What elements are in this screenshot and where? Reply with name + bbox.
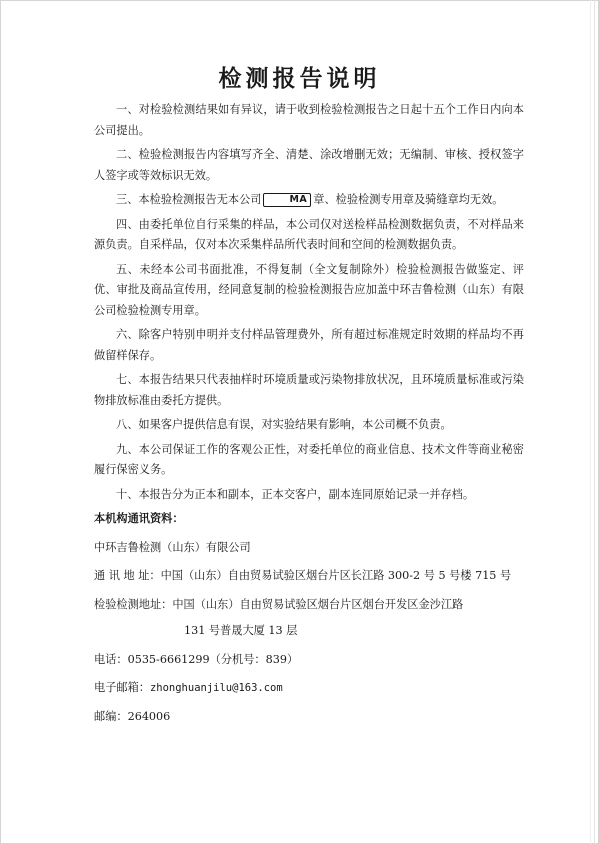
postcode-label: 邮编：	[94, 709, 128, 723]
mailing-address-value: 中国（山东）自由贸易试验区烟台片区长江路 300-2 号 5 号楼 715 号	[160, 569, 512, 582]
company-name: 中环吉鲁检测（山东）有限公司	[94, 540, 251, 554]
postcode-value: 264006	[127, 709, 171, 723]
document-title: 检测报告说明	[218, 66, 381, 92]
paragraph-3-text-before: 三、本检验检测报告无本公司	[116, 193, 262, 206]
paragraph-9: 九、本公司保证工作的客观公正性，对委托单位的商业信息、技术文件等商业秘密履行保密义务。	[94, 442, 524, 476]
paragraph-7: 七、本报告结果只代表抽样时环境质量或污染物排放状况，且环境质量标准或污染物排放标准由委托方提供。	[94, 373, 524, 407]
email-value: zhonghuanjilu@163.com	[149, 682, 283, 694]
phone-value: 0535-6661299（分机号：839）	[127, 652, 299, 666]
cma-stamp-icon: MA	[263, 193, 311, 207]
phone-label: 电话：	[94, 652, 128, 666]
contact-heading: 本机构通讯资料：	[94, 512, 184, 525]
phone	[94, 650, 524, 671]
paragraph-2: 二、检验检测报告内容填写齐全、清楚、涂改增删无效；无编制、审核、授权签字人签字或等效标识无效。	[94, 148, 524, 182]
lab-address-line2: 131 号普晟大厦 13 层	[184, 624, 298, 637]
paragraph-1: 一、对检验检测结果如有异议，请于收到检验检测报告之日起十五个工作日内向本公司提出。	[94, 103, 524, 137]
lab-address-label: 检验检测地址：	[94, 597, 173, 611]
mailing-address	[94, 566, 524, 587]
email-label: 电子邮箱：	[94, 681, 150, 694]
paragraph-5: 五、未经本公司书面批准，不得复制（全文复制除外）检验检测报告做鉴定、评优、审批及商品宣传用，经同意复制的检验检测报告应加盖中环吉鲁检测（山东）有限公司检验检测专用章。	[94, 262, 524, 317]
email	[94, 678, 524, 699]
paragraph-10: 十、本报告分为正本和副本，正本交客户，副本连同原始记录一并存档。	[116, 487, 475, 501]
paragraph-3-text-after: 章、检验检测专用章及骑缝章均无效。	[313, 193, 504, 206]
mailing-address-label: 通 讯 地 址：	[94, 569, 161, 582]
paragraph-3	[94, 190, 524, 211]
paragraph-4: 四、由委托单位自行采集的样品，本公司仅对送检样品检测数据负责，不对样品来源负责。自采样品，仅对本次采集样品所代表时间和空间的检测数据负责。	[94, 217, 524, 251]
paragraph-8: 八、如果客户提供信息有误，对实验结果有影响，本公司概不负责。	[116, 418, 452, 431]
lab-address-value-line1: 中国（山东）自由贸易试验区烟台片区烟台开发区金沙江路	[172, 597, 464, 611]
postcode	[94, 707, 524, 728]
paragraph-6: 六、除客户特别申明并支付样品管理费外，所有超过标准规定时效期的样品均不再做留样保存。	[94, 328, 524, 362]
document-body	[94, 100, 524, 735]
page-edge-line	[590, 0, 591, 844]
page-edge-line	[594, 0, 595, 844]
lab-address	[94, 595, 524, 616]
